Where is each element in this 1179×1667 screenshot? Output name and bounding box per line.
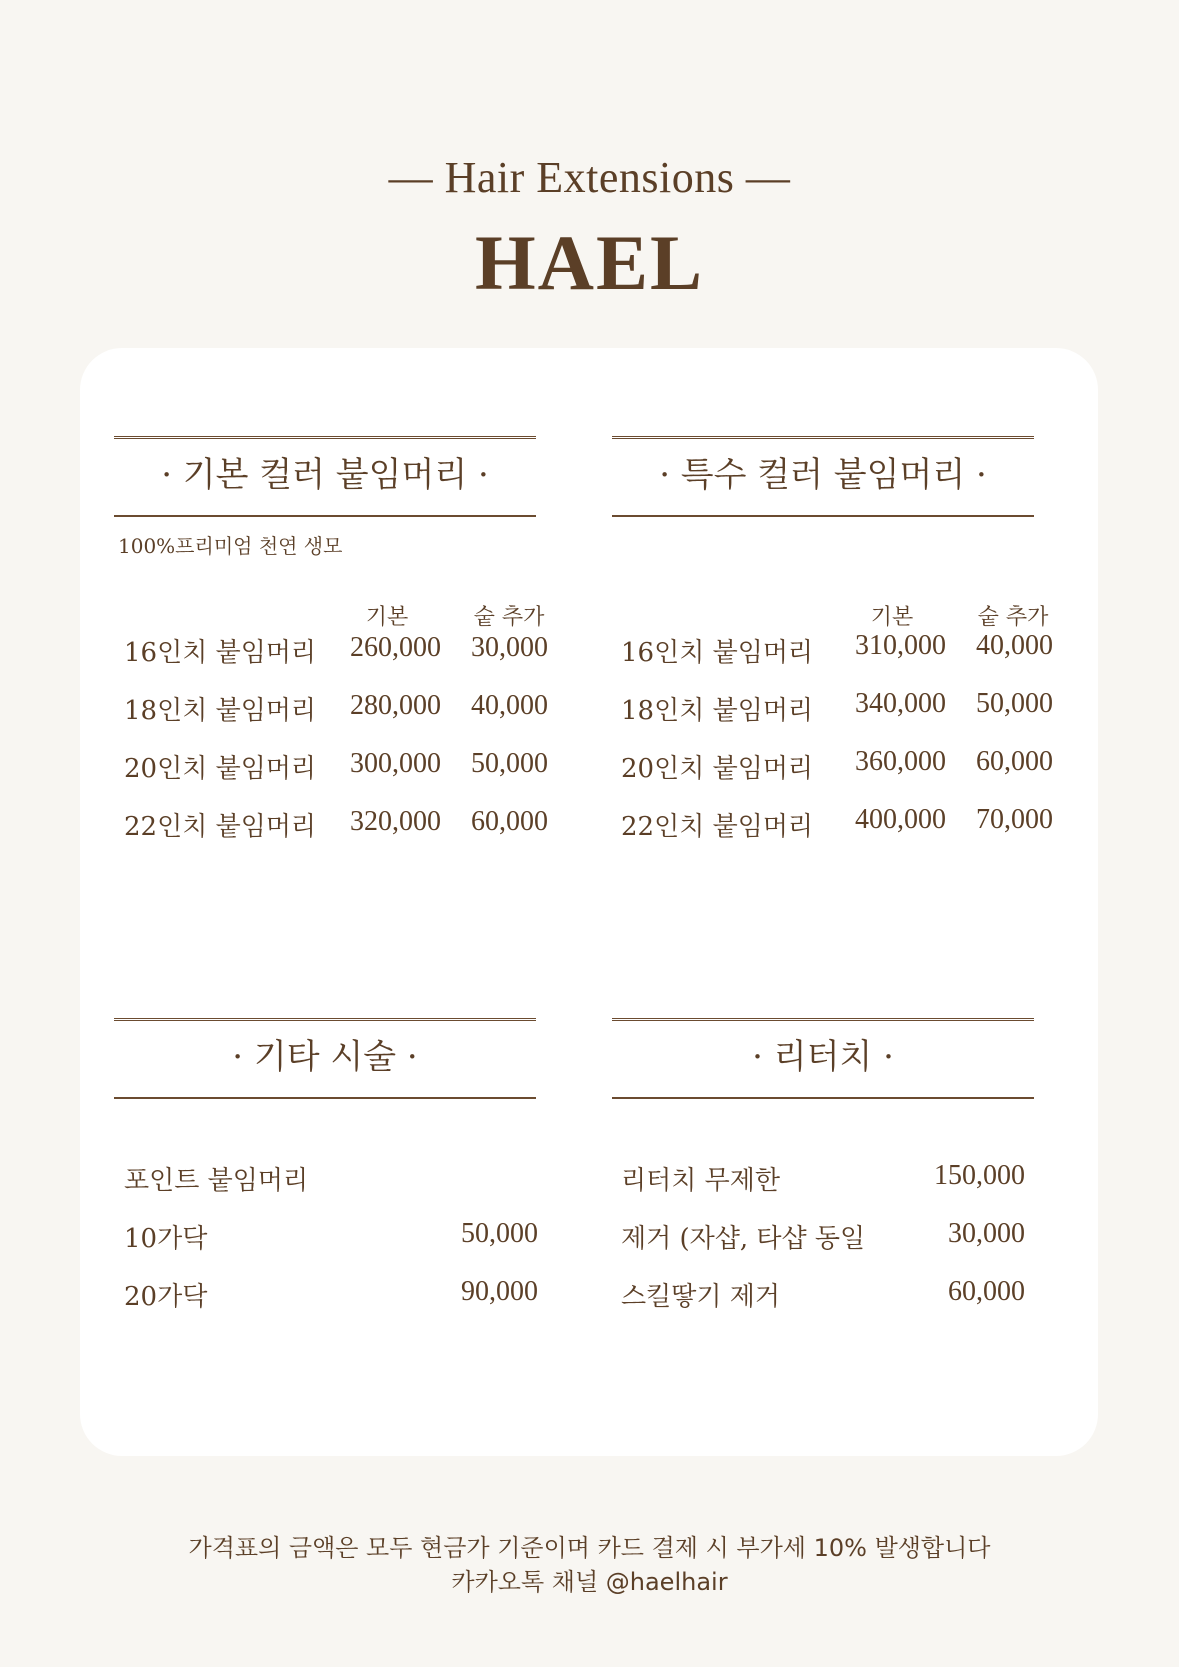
special-col-base: 기본 — [870, 605, 914, 630]
row-base-price: 340,000 — [855, 688, 946, 719]
row-name: 16인치 붙임머리 — [124, 638, 317, 668]
special-section-header — [612, 436, 1034, 517]
row-volume-price: 70,000 — [976, 804, 1053, 835]
basic-section-header — [114, 436, 536, 517]
row-base-price: 280,000 — [350, 690, 441, 721]
row-price: 50,000 — [461, 1218, 538, 1249]
row-name: 제거 (자샵, 타샵 동일 — [621, 1224, 866, 1254]
basic-col-base: 기본 — [365, 605, 409, 630]
row-name: 22인치 붙임머리 — [621, 812, 814, 842]
basic-section-title: · 기본 컬러 붙임머리 · — [161, 455, 489, 495]
row-name: 10가닥 — [124, 1224, 208, 1254]
special-section-title: · 특수 컬러 붙임머리 · — [659, 455, 987, 495]
row-base-price: 260,000 — [350, 632, 441, 663]
row-base-price: 310,000 — [855, 630, 946, 661]
row-base-price: 400,000 — [855, 804, 946, 835]
row-name: 22인치 붙임머리 — [124, 812, 317, 842]
row-name: 16인치 붙임머리 — [621, 638, 814, 668]
row-base-price: 360,000 — [855, 746, 946, 777]
row-volume-price: 50,000 — [976, 688, 1053, 719]
row-base-price: 320,000 — [350, 806, 441, 837]
row-name: 18인치 붙임머리 — [124, 696, 317, 726]
row-price: 90,000 — [461, 1276, 538, 1307]
row-name: 20인치 붙임머리 — [621, 754, 814, 784]
row-name: 스킬땋기 제거 — [621, 1282, 780, 1312]
row-name: 18인치 붙임머리 — [621, 696, 814, 726]
basic-section-note: 100%프리미엄 천연 생모 — [118, 534, 343, 558]
row-price: 30,000 — [948, 1218, 1025, 1249]
basic-col-volume: 숱 추가 — [473, 605, 545, 630]
row-name: 포인트 붙임머리 — [124, 1166, 309, 1196]
other-section-title: · 기타 시술 · — [232, 1037, 418, 1077]
row-price: 150,000 — [934, 1160, 1025, 1191]
row-price: 60,000 — [948, 1276, 1025, 1307]
row-volume-price: 40,000 — [471, 690, 548, 721]
row-volume-price: 60,000 — [976, 746, 1053, 777]
row-name: 리터치 무제한 — [621, 1166, 780, 1196]
footer-channel: 카카오톡 채널 @haelhair — [451, 1568, 728, 1596]
footer-notice: 가격표의 금액은 모두 현금가 기준이며 카드 결제 시 부가세 10% 발생합니다 — [188, 1534, 991, 1562]
row-volume-price: 60,000 — [471, 806, 548, 837]
special-col-volume: 숱 추가 — [977, 605, 1049, 630]
retouch-section-title: · 리터치 · — [752, 1037, 894, 1077]
row-volume-price: 40,000 — [976, 630, 1053, 661]
row-base-price: 300,000 — [350, 748, 441, 779]
brand-title: HAEL — [474, 219, 705, 306]
price-card — [80, 348, 1098, 1456]
row-volume-price: 50,000 — [471, 748, 548, 779]
row-volume-price: 30,000 — [471, 632, 548, 663]
other-section-header — [114, 1018, 536, 1099]
row-name: 20가닥 — [124, 1282, 208, 1312]
retouch-section-header — [612, 1018, 1034, 1099]
header-subtitle: — Hair Extensions — — [388, 153, 791, 202]
row-name: 20인치 붙임머리 — [124, 754, 317, 784]
